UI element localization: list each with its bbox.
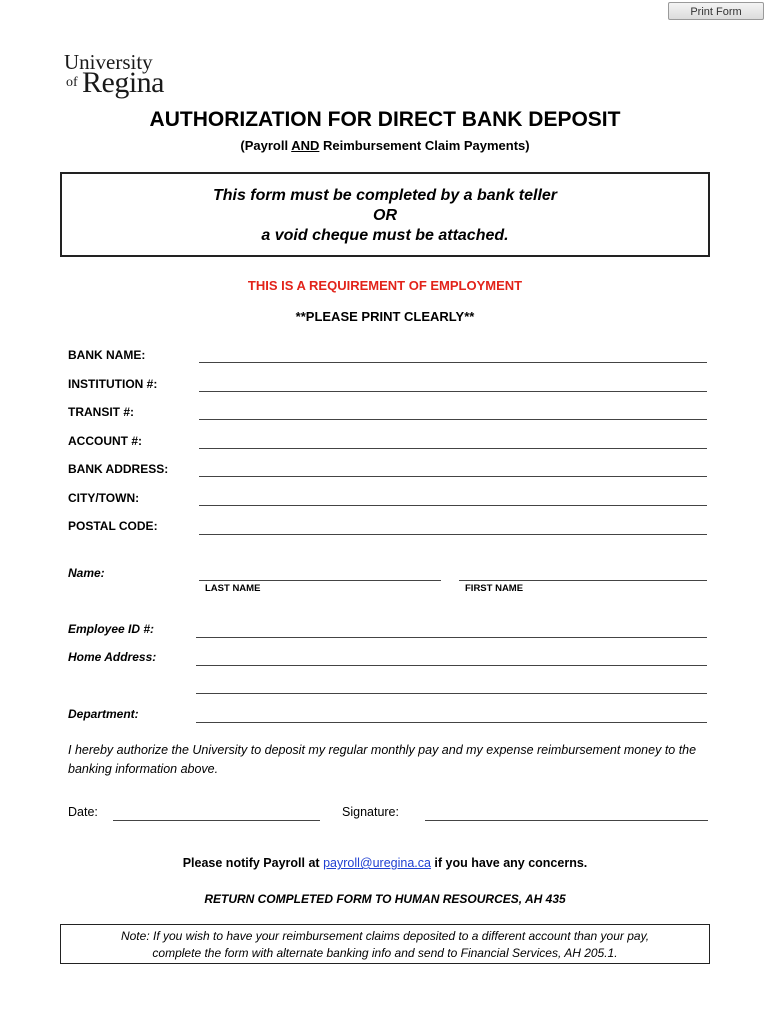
- notice-line1: This form must be completed by a bank teller: [212, 187, 558, 204]
- teller-notice-box: [60, 172, 710, 257]
- home-address-field-line1[interactable]: [196, 665, 707, 666]
- print-clearly-notice: **PLEASE PRINT CLEARLY**: [295, 309, 475, 324]
- account-label: ACCOUNT #:: [68, 434, 142, 448]
- notify-before: Please notify Payroll at: [182, 856, 324, 870]
- notify-after: if you have any concerns.: [430, 856, 588, 870]
- notify-payroll: [0, 856, 770, 870]
- employee-id-label: Employee ID #:: [68, 622, 155, 636]
- transit-label: TRANSIT #:: [68, 405, 134, 419]
- subtitle-underlined: AND: [291, 138, 320, 153]
- home-address-field-line2[interactable]: [196, 693, 707, 694]
- employee-id-field[interactable]: [196, 637, 707, 638]
- requirement-notice: THIS IS A REQUIREMENT OF EMPLOYMENT: [247, 278, 523, 293]
- return-instructions: RETURN COMPLETED FORM TO HUMAN RESOURCES, AH 435: [204, 892, 566, 906]
- home-address-label: Home Address:: [68, 650, 157, 664]
- institution-field[interactable]: [199, 391, 707, 392]
- logo-line2-large: Regina: [82, 66, 164, 99]
- note-line1: Note: If you wish to have your reimbursement claims deposited to a different account than your pay,: [120, 929, 650, 943]
- name-label: Name:: [68, 566, 105, 580]
- bank-name-field[interactable]: [199, 362, 707, 363]
- bank-address-label: BANK ADDRESS:: [68, 462, 169, 476]
- payroll-email-link[interactable]: payroll@uregina.ca: [323, 856, 431, 870]
- department-field[interactable]: [196, 722, 707, 723]
- postal-code-label: POSTAL CODE:: [68, 519, 158, 533]
- notice-line3: a void cheque must be attached.: [261, 227, 509, 244]
- authorization-statement: I hereby authorize the University to deposit my regular monthly pay and my expense reimbursement money to the banking information above.: [68, 743, 697, 776]
- signature-label: Signature:: [342, 805, 399, 819]
- transit-field[interactable]: [199, 419, 707, 420]
- first-name-label: FIRST NAME: [465, 583, 524, 594]
- city-town-field[interactable]: [199, 505, 707, 506]
- institution-label: INSTITUTION #:: [68, 377, 158, 391]
- city-town-label: CITY/TOWN:: [68, 491, 140, 505]
- date-label: Date:: [68, 805, 98, 819]
- first-name-field[interactable]: [459, 580, 707, 581]
- account-field[interactable]: [199, 448, 707, 449]
- subtitle-after: Reimbursement Claim Payments): [319, 138, 530, 153]
- note-line2: complete the form with alternate banking info and send to Financial Services, AH 205.1.: [152, 946, 618, 960]
- form-title: AUTHORIZATION FOR DIRECT BANK DEPOSIT: [149, 108, 621, 131]
- note-box: [60, 924, 710, 964]
- logo-line2-small: of: [66, 75, 78, 90]
- last-name-label: LAST NAME: [205, 583, 261, 594]
- form-subtitle: [0, 138, 770, 153]
- print-form-button[interactable]: Print Form: [668, 2, 764, 20]
- last-name-field[interactable]: [199, 580, 441, 581]
- date-field[interactable]: [113, 820, 320, 821]
- subtitle-before: (Payroll: [240, 138, 292, 153]
- logo-line1: University: [64, 50, 153, 74]
- bank-name-label: BANK NAME:: [68, 348, 146, 362]
- notice-line2: OR: [373, 207, 397, 224]
- signature-field[interactable]: [425, 820, 708, 821]
- postal-code-field[interactable]: [199, 534, 707, 535]
- bank-address-field[interactable]: [199, 476, 707, 477]
- department-label: Department:: [68, 707, 139, 721]
